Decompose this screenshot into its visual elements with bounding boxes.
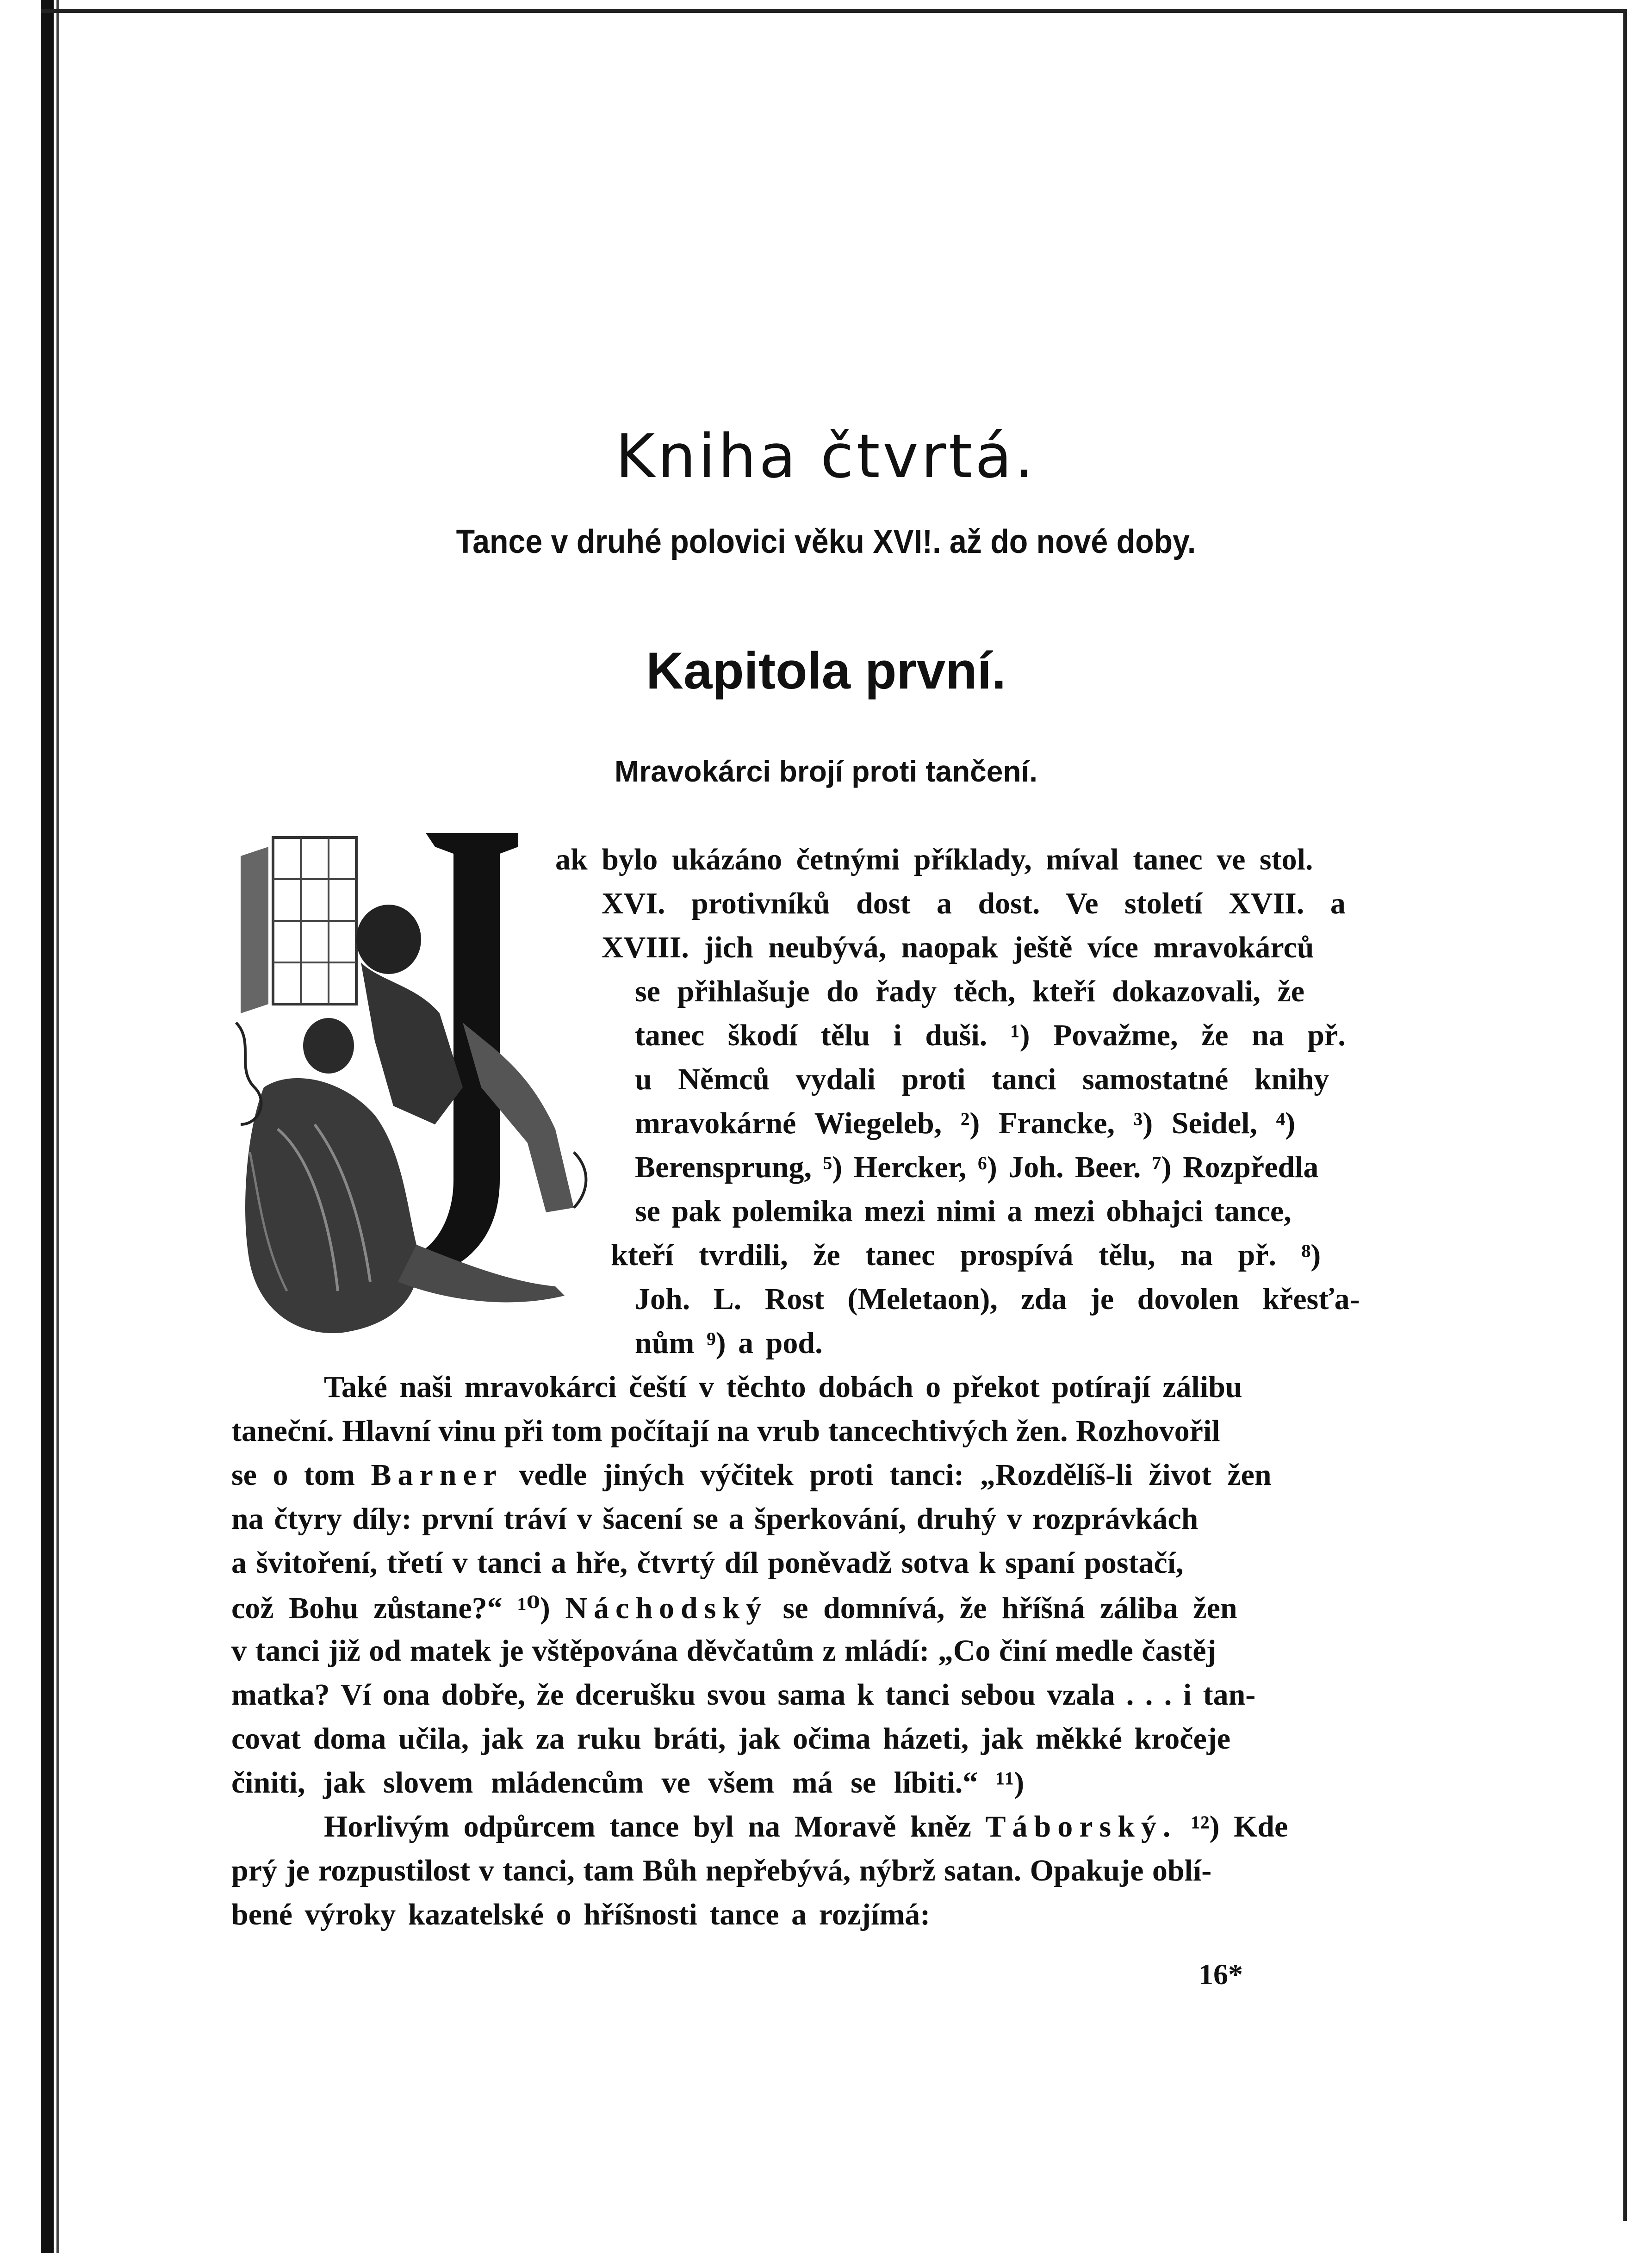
illustrated-initial-j <box>222 828 606 1360</box>
page-right-edge <box>1623 9 1627 2221</box>
text-fragment: se domnívá, že hříšná záliba žen <box>783 1591 1237 1625</box>
text-line: se pak polemika mezi nimi a mezi obhajci tance, <box>635 1194 1292 1228</box>
page-binding-edge <box>41 0 54 2253</box>
text-line: prý je rozpustilost v tanci, tam Bůh nepřebývá, nýbrž satan. Opakuje oblí- <box>231 1854 1212 1887</box>
book-subtitle: Tance v druhé polovici věku XVI!. až do nové doby. <box>456 523 1196 560</box>
text-line: tanec škodí tělu i duši. ¹) Považme, že na př. <box>635 1018 1346 1052</box>
text-line: mravokárné Wiegeleb, ²) Francke, ³) Seidel, ⁴) <box>635 1106 1296 1140</box>
author-name-nachodsky: Náchodský <box>565 1591 768 1625</box>
page-top-edge <box>41 9 1623 13</box>
text-line: v tanci již od matek je vštěpována děvčatům z mládí: „Co činí medle častěj <box>231 1634 1217 1668</box>
text-line: matka? Ví ona dobře, že dcerušku svou sama k tanci sebou vzala . . . i tan- <box>231 1678 1256 1712</box>
text-fragment: se o tom <box>231 1458 355 1492</box>
text-line: kteří tvrdili, že tanec prospívá tělu, na př. ⁸) <box>611 1238 1321 1272</box>
page-binding-edge-inner <box>56 0 59 2253</box>
page-number: 16* <box>1199 1958 1243 1991</box>
chapter-title: Kapitola první. <box>646 642 1006 700</box>
text-fragment: Horlivým odpůrcem tance byl na Moravě kněz <box>324 1810 971 1843</box>
text-line: bené výroky kazatelské o hříšnosti tance a rozjímá: <box>231 1898 931 1931</box>
author-name-taborsky: Táborský. <box>985 1810 1177 1843</box>
text-line: XVI. protivníků dost a dost. Ve století XVII. a <box>602 887 1346 920</box>
text-fragment: ¹²) Kde <box>1191 1810 1288 1843</box>
text-fragment: vedle jiných výčitek proti tanci: „Rozdělíš-li život žen <box>519 1458 1272 1492</box>
text-fragment: což Bohu zůstane?“ ¹⁰) <box>231 1591 550 1625</box>
text-line: se přihlašuje do řady těch, kteří dokazovali, že <box>635 974 1305 1008</box>
text-line <box>231 1589 1237 1626</box>
text-line: ak bylo ukázáno četnými příklady, míval tanec ve stol. <box>555 843 1313 876</box>
text-line: a švitoření, třetí v tanci a hře, čtvrtý díl poněvadž sotva k spaní postačí, <box>231 1546 1184 1580</box>
text-line <box>231 1458 1272 1493</box>
author-name-barner: Barner <box>371 1458 503 1492</box>
text-line <box>324 1809 1288 1844</box>
text-line: covat doma učila, jak za ruku bráti, jak očima házeti, jak měkké kročeje <box>231 1722 1231 1756</box>
book-title: Kniha čtvrtá. <box>615 421 1037 491</box>
text-line: Joh. L. Rost (Meletaon), zda je dovolen křesťa- <box>635 1282 1360 1316</box>
text-line: taneční. Hlavní vinu při tom počítají na vrub tancechtivých žen. Rozhovořil <box>231 1414 1220 1448</box>
chapter-subtitle: Mravokárci brojí proti tančení. <box>615 755 1037 788</box>
text-line: XVIII. jich neubývá, naopak ještě více mravokárců <box>602 931 1314 964</box>
text-line: nům ⁹) a pod. <box>635 1326 823 1360</box>
text-line: Berensprung, ⁵) Hercker, ⁶) Joh. Beer. ⁷) Rozpředla <box>635 1150 1319 1184</box>
text-line: Také naši mravokárci čeští v těchto dobách o překot potírají zálibu <box>324 1370 1242 1404</box>
text-line: činiti, jak slovem mládencům ve všem má se líbiti.“ ¹¹) <box>231 1766 1025 1800</box>
text-line: na čtyry díly: první tráví v šacení se a šperkování, druhý v rozprávkách <box>231 1502 1199 1536</box>
text-line: u Němců vydali proti tanci samostatné knihy <box>635 1062 1329 1096</box>
